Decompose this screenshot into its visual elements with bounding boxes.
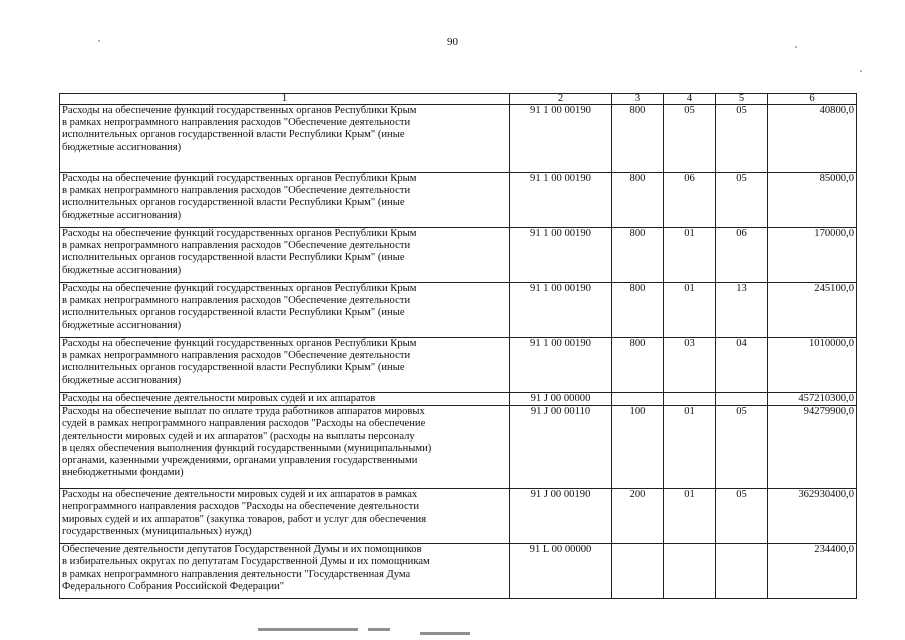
row-section: 06	[664, 173, 716, 228]
row-amount: 457210300,0	[768, 393, 857, 406]
table-row	[60, 173, 857, 228]
row-description: Расходы на обеспечение деятельности мировых судей и их аппаратов	[60, 393, 510, 406]
row-amount: 170000,0	[768, 228, 857, 283]
row-code: 91 J 00 00000	[510, 393, 612, 406]
row-code: 91 1 00 00190	[510, 173, 612, 228]
row-code: 91 J 00 00190	[510, 489, 612, 544]
header-col-1: 1	[60, 94, 510, 105]
row-expense-type: 800	[612, 105, 664, 173]
row-description: Расходы на обеспечение функций государственных органов Республики Крым в рамках непрограммного направления расходов "Обеспечение деятельности исполнительных органов государственной власти Республики Крым" (иные бюджетные ассигнования)	[60, 283, 510, 338]
row-description: Расходы на обеспечение функций государственных органов Республики Крым в рамках непрограммного направления расходов "Обеспечение деятельности исполнительных органов государственной власти Республики Крым" (иные бюджетные ассигнования)	[60, 228, 510, 283]
table-row	[60, 283, 857, 338]
row-section: 05	[664, 105, 716, 173]
row-amount: 245100,0	[768, 283, 857, 338]
row-expense-type	[612, 544, 664, 599]
row-subsection	[716, 544, 768, 599]
row-amount: 362930400,0	[768, 489, 857, 544]
scan-speck	[795, 46, 797, 48]
row-description: Расходы на обеспечение деятельности мировых судей и их аппаратов в рамках непрограммного направления расходов "Расходы на обеспечение деятельности мировых судей и их аппаратов" (закупка товаров, работ и услуг для обеспечения государственных (муниципальных) нужд)	[60, 489, 510, 544]
row-amount: 234400,0	[768, 544, 857, 599]
scan-artifact	[258, 628, 358, 631]
header-col-2: 2	[510, 94, 612, 105]
row-amount: 40800,0	[768, 105, 857, 173]
table-row	[60, 393, 857, 406]
row-section: 01	[664, 406, 716, 489]
row-expense-type	[612, 393, 664, 406]
row-amount: 1010000,0	[768, 338, 857, 393]
header-col-6: 6	[768, 94, 857, 105]
row-code: 91 1 00 00190	[510, 283, 612, 338]
row-subsection: 04	[716, 338, 768, 393]
row-subsection: 05	[716, 173, 768, 228]
page-number: 90	[447, 36, 458, 48]
row-expense-type: 800	[612, 338, 664, 393]
row-subsection: 06	[716, 228, 768, 283]
scan-speck	[98, 40, 100, 42]
scan-artifact	[420, 632, 470, 635]
table-body	[60, 105, 857, 599]
scan-artifact	[368, 628, 390, 631]
row-section	[664, 544, 716, 599]
row-code: 91 1 00 00190	[510, 338, 612, 393]
row-description: Расходы на обеспечение функций государственных органов Республики Крым в рамках непрограммного направления расходов "Обеспечение деятельности исполнительных органов государственной власти Республики Крым" (иные бюджетные ассигнования)	[60, 338, 510, 393]
header-row	[60, 94, 857, 105]
table-row	[60, 406, 857, 489]
row-expense-type: 800	[612, 173, 664, 228]
row-section: 01	[664, 489, 716, 544]
row-code: 91 L 00 00000	[510, 544, 612, 599]
scan-speck	[860, 70, 862, 72]
row-description: Расходы на обеспечение функций государственных органов Республики Крым в рамках непрограммного направления расходов "Обеспечение деятельности исполнительных органов государственной власти Республики Крым" (иные бюджетные ассигнования)	[60, 173, 510, 228]
row-description: Обеспечение деятельности депутатов Государственной Думы и их помощников в избирательных округах по депутатам Государственной Думы и их помощникам в рамках непрограммного направления деятельности "Государственная Дума Федерального Собрания Российской Федерации"	[60, 544, 510, 599]
header-col-5: 5	[716, 94, 768, 105]
row-subsection	[716, 393, 768, 406]
row-subsection: 05	[716, 105, 768, 173]
row-section	[664, 393, 716, 406]
row-amount: 94279900,0	[768, 406, 857, 489]
budget-table	[59, 93, 857, 599]
table-row	[60, 228, 857, 283]
row-subsection: 13	[716, 283, 768, 338]
table-row	[60, 544, 857, 599]
header-col-4: 4	[664, 94, 716, 105]
row-description: Расходы на обеспечение выплат по оплате труда работников аппаратов мировых судей в рамках непрограммного направления расходов "Расходы на обеспечение деятельности мировых судей и их аппаратов" (расходы на выплаты персоналу в целях обеспечения выполнения функций государственными (муниципальными) органами, казенными учреждениями, органами управления государственными внебюджетными фондами)	[60, 406, 510, 489]
row-code: 91 1 00 00190	[510, 228, 612, 283]
table-row	[60, 338, 857, 393]
row-expense-type: 200	[612, 489, 664, 544]
header-col-3: 3	[612, 94, 664, 105]
table-row	[60, 489, 857, 544]
row-expense-type: 100	[612, 406, 664, 489]
row-amount: 85000,0	[768, 173, 857, 228]
row-expense-type: 800	[612, 228, 664, 283]
row-subsection: 05	[716, 489, 768, 544]
row-subsection: 05	[716, 406, 768, 489]
row-code: 91 1 00 00190	[510, 105, 612, 173]
row-section: 01	[664, 228, 716, 283]
row-section: 01	[664, 283, 716, 338]
row-section: 03	[664, 338, 716, 393]
row-expense-type: 800	[612, 283, 664, 338]
table-row	[60, 105, 857, 173]
row-description: Расходы на обеспечение функций государственных органов Республики Крым в рамках непрограммного направления расходов "Обеспечение деятельности исполнительных органов государственной власти Республики Крым" (иные бюджетные ассигнования)	[60, 105, 510, 173]
row-code: 91 J 00 00110	[510, 406, 612, 489]
